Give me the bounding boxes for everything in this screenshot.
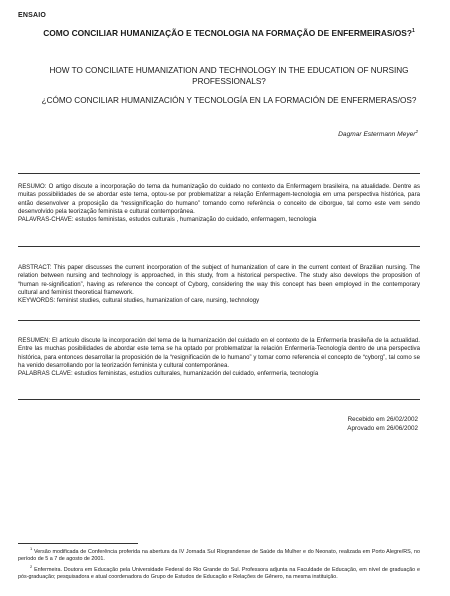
- title-footnote-marker: 1: [412, 28, 415, 34]
- footnote-rule: [18, 543, 138, 544]
- section-label: ENSAIO: [18, 12, 47, 19]
- author-line: [338, 129, 418, 138]
- received-date: Recebido em 26/02/2002: [347, 416, 418, 423]
- footnote-2-marker: 2: [30, 563, 33, 569]
- footnote-1-marker: 1: [30, 546, 33, 551]
- submission-dates: [347, 416, 418, 433]
- title-portuguese: [40, 26, 418, 38]
- footnote-1-text: Versão modificada de Conferência proferida na abertura da IV Jornada Sul Riograndense de Saúde da Mulher e do Neonato, realizada em Porto Alegre/RS, no período de 5 a 7 de agosto de 2001.: [18, 548, 420, 562]
- divider-rule: [18, 320, 420, 321]
- abstract-portuguese: [18, 183, 420, 224]
- keywords-portuguese: PALAVRAS-CHAVE: estudos feministas, estudos culturais , humanização do cuidado, enfermagem, tecnologia: [18, 216, 317, 224]
- divider-rule: [18, 246, 420, 247]
- footnote-2-text: Enfermeira. Doutora em Educação pela Universidade Federal do Rio Grande do Sul. Professora adjunta na Faculdade de Educação, em nível de graduação e pós-graduação; pesquisadora e atual coordenadora do Grupo de Estudos de Educação e Relações de Gênero, na mesma instituição.: [18, 566, 420, 580]
- author-footnote-marker: 2: [415, 129, 418, 134]
- divider-rule: [18, 399, 420, 400]
- abstract-english: [18, 264, 420, 305]
- footnote-1: [18, 545, 420, 563]
- abstract-portuguese-text: RESUMO: O artigo discute a incorporação do tema da humanização do cuidado no contexto da Enfermagem brasileira, na atualidade. Dentre as muitas possibilidades de se abordar este tema, optou-se por problematizar a relação Enfermagem-tecnologia em uma perspectiva histórica, para então desenvolver a proposição da “ressignificação do humano” tomando como referência o conceito de ciborgue, tal como este vem sendo desenvolvido pela teorização feminista e cultural contemporânea.: [18, 183, 420, 215]
- title-portuguese-text: COMO CONCILIAR HUMANIZAÇÃO E TECNOLOGIA NA FORMAÇÃO DE ENFERMEIRAS/OS?: [43, 27, 413, 38]
- approved-date: Aprovado em 26/06/2002: [347, 424, 418, 432]
- footnotes: [18, 545, 420, 581]
- abstract-spanish: [18, 337, 420, 378]
- keywords-spanish: PALABRAS CLAVE: estudios feministas, estudios culturales, humanización del cuidado, enfermería, tecnología: [18, 370, 319, 378]
- title-spanish: ¿CÓMO CONCILIAR HUMANIZACIÓN Y TECNOLOGÍA EN LA FORMACIÓN DE ENFERMERAS/OS?: [41, 96, 417, 105]
- divider-rule: [18, 173, 420, 174]
- keywords-english: KEYWORDS: feminist studies, cultural studies, humanization of care, nursing, technology: [18, 297, 260, 305]
- author-name: Dagmar Estermann Meyer: [338, 131, 416, 139]
- abstract-english-text: ABSTRACT: This paper discusses the current incorporation of the subject of humanization of care in the current context of Brazilian nursing. The relation between nursing and technology is approached, in this study, from a historical perspective. The study also develops the proposition of “human re-signification”, having as reference the concept of Cyborg, considering the way this concept has been employed in the contemporary cultural and feminist theoretical framework.: [18, 264, 420, 296]
- abstract-spanish-text: RESUMEN: El artículo discute la incorporación del tema de la humanización del cuidado en el contexto de la Enfermería brasileña de la actualidad. Entre las muchas posibilidades de abordar este tema se ha optado por problematizar la relación Enfermería-Tecnología dentro de una perspectiva histórica, para entonces desarrollar la proposición de la “resignificación de lo humano” y tomar como referencia el concepto de “cyborg”, tal como se ha venido desarrollando por la teorización feminista y cultural contemporánea.: [18, 337, 420, 369]
- title-english: HOW TO CONCILIATE HUMANIZATION AND TECHNOLOGY IN THE EDUCATION OF NURSING PROFESSIONALS?: [49, 66, 409, 86]
- footnote-2: [18, 563, 420, 581]
